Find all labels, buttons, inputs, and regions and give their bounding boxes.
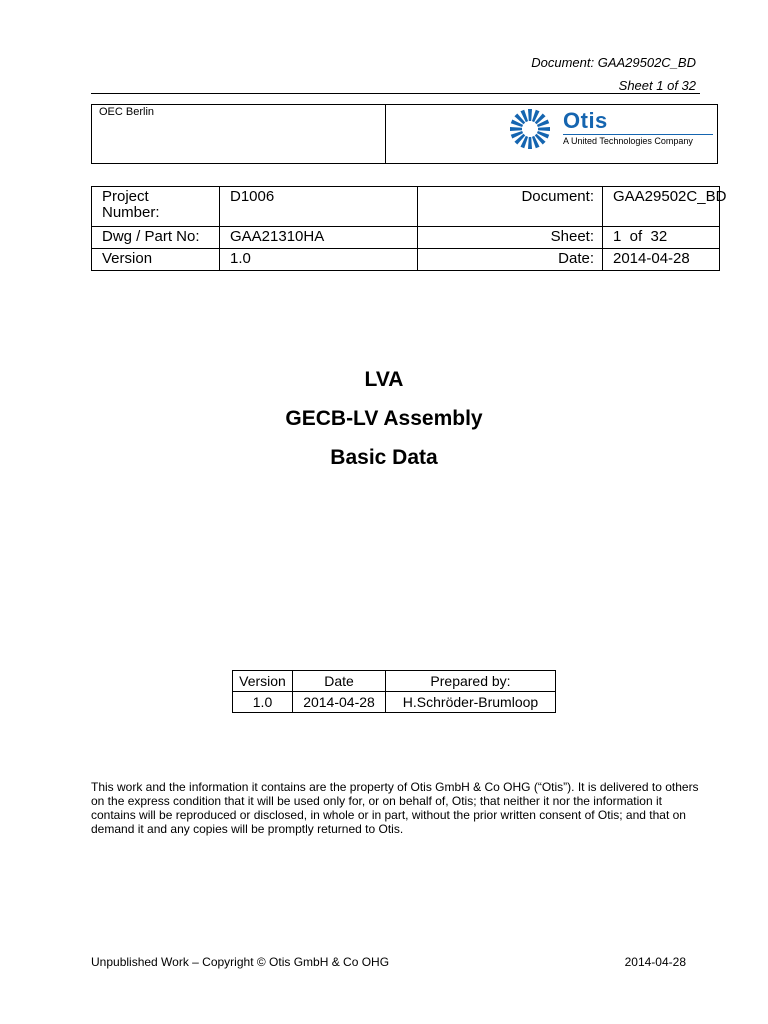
- date-label: Date:: [418, 249, 603, 271]
- logo-tagline: A United Technologies Company: [563, 136, 693, 146]
- title-line-3: Basic Data: [330, 446, 438, 469]
- sheet-value: 1 of 32: [603, 227, 720, 249]
- table-row: [233, 692, 556, 713]
- version-value: 1.0: [220, 249, 418, 271]
- table-header-row: [233, 671, 556, 692]
- sheet-label: Sheet:: [418, 227, 603, 249]
- footer-copyright: Unpublished Work – Copyright © Otis GmbH & Co OHG: [91, 955, 390, 969]
- table-row: [92, 227, 720, 249]
- document-title: [0, 360, 768, 477]
- otis-sunburst-icon: [506, 107, 554, 151]
- proprietary-notice: This work and the information it contains are the property of Otis GmbH & Co OHG (“Otis”). It is delivered to others on the express condition that it will be used only for, or on behalf of, Otis; that neither it nor the information it contains will be reproduced or disclosed, in whole or in part, without the prior written consent of Otis; and that on demand it and any copies will be promptly returned to Otis.: [91, 780, 699, 836]
- table-cell: H.Schröder-Brumloop: [386, 692, 556, 713]
- column-header: Prepared by:: [386, 671, 556, 692]
- version-label: Version: [92, 249, 220, 271]
- company-box: [91, 104, 718, 164]
- project-number-label: Project Number:: [92, 187, 220, 227]
- table-row: [92, 249, 720, 271]
- title-line-2: GECB-LV Assembly: [285, 407, 483, 430]
- document-value: GAA29502C_BD: [603, 187, 720, 227]
- document-info-table: [91, 186, 727, 271]
- document-reference: Document: GAA29502C_BD: [531, 55, 696, 70]
- date-value: 2014-04-28: [603, 249, 720, 271]
- otis-logo: [506, 107, 718, 151]
- company-box-divider: [385, 105, 386, 163]
- project-number-value: D1006: [220, 187, 418, 227]
- footer-date: 2014-04-28: [624, 955, 686, 969]
- part-no-value: GAA21310HA: [220, 227, 418, 249]
- company-name: OEC Berlin: [99, 106, 155, 118]
- logo-wordmark: Otis: [563, 108, 608, 133]
- column-header: Date: [293, 671, 386, 692]
- logo-rule: [563, 134, 713, 135]
- table-cell: 2014-04-28: [293, 692, 386, 713]
- column-header: Version: [233, 671, 293, 692]
- header-divider: [91, 93, 700, 94]
- table-row: [92, 187, 720, 227]
- document-label: Document:: [418, 187, 603, 227]
- title-line-1: LVA: [364, 368, 404, 391]
- version-history-table: [232, 670, 556, 713]
- sheet-reference: Sheet 1 of 32: [618, 78, 696, 93]
- table-cell: 1.0: [233, 692, 293, 713]
- part-no-label: Dwg / Part No:: [92, 227, 220, 249]
